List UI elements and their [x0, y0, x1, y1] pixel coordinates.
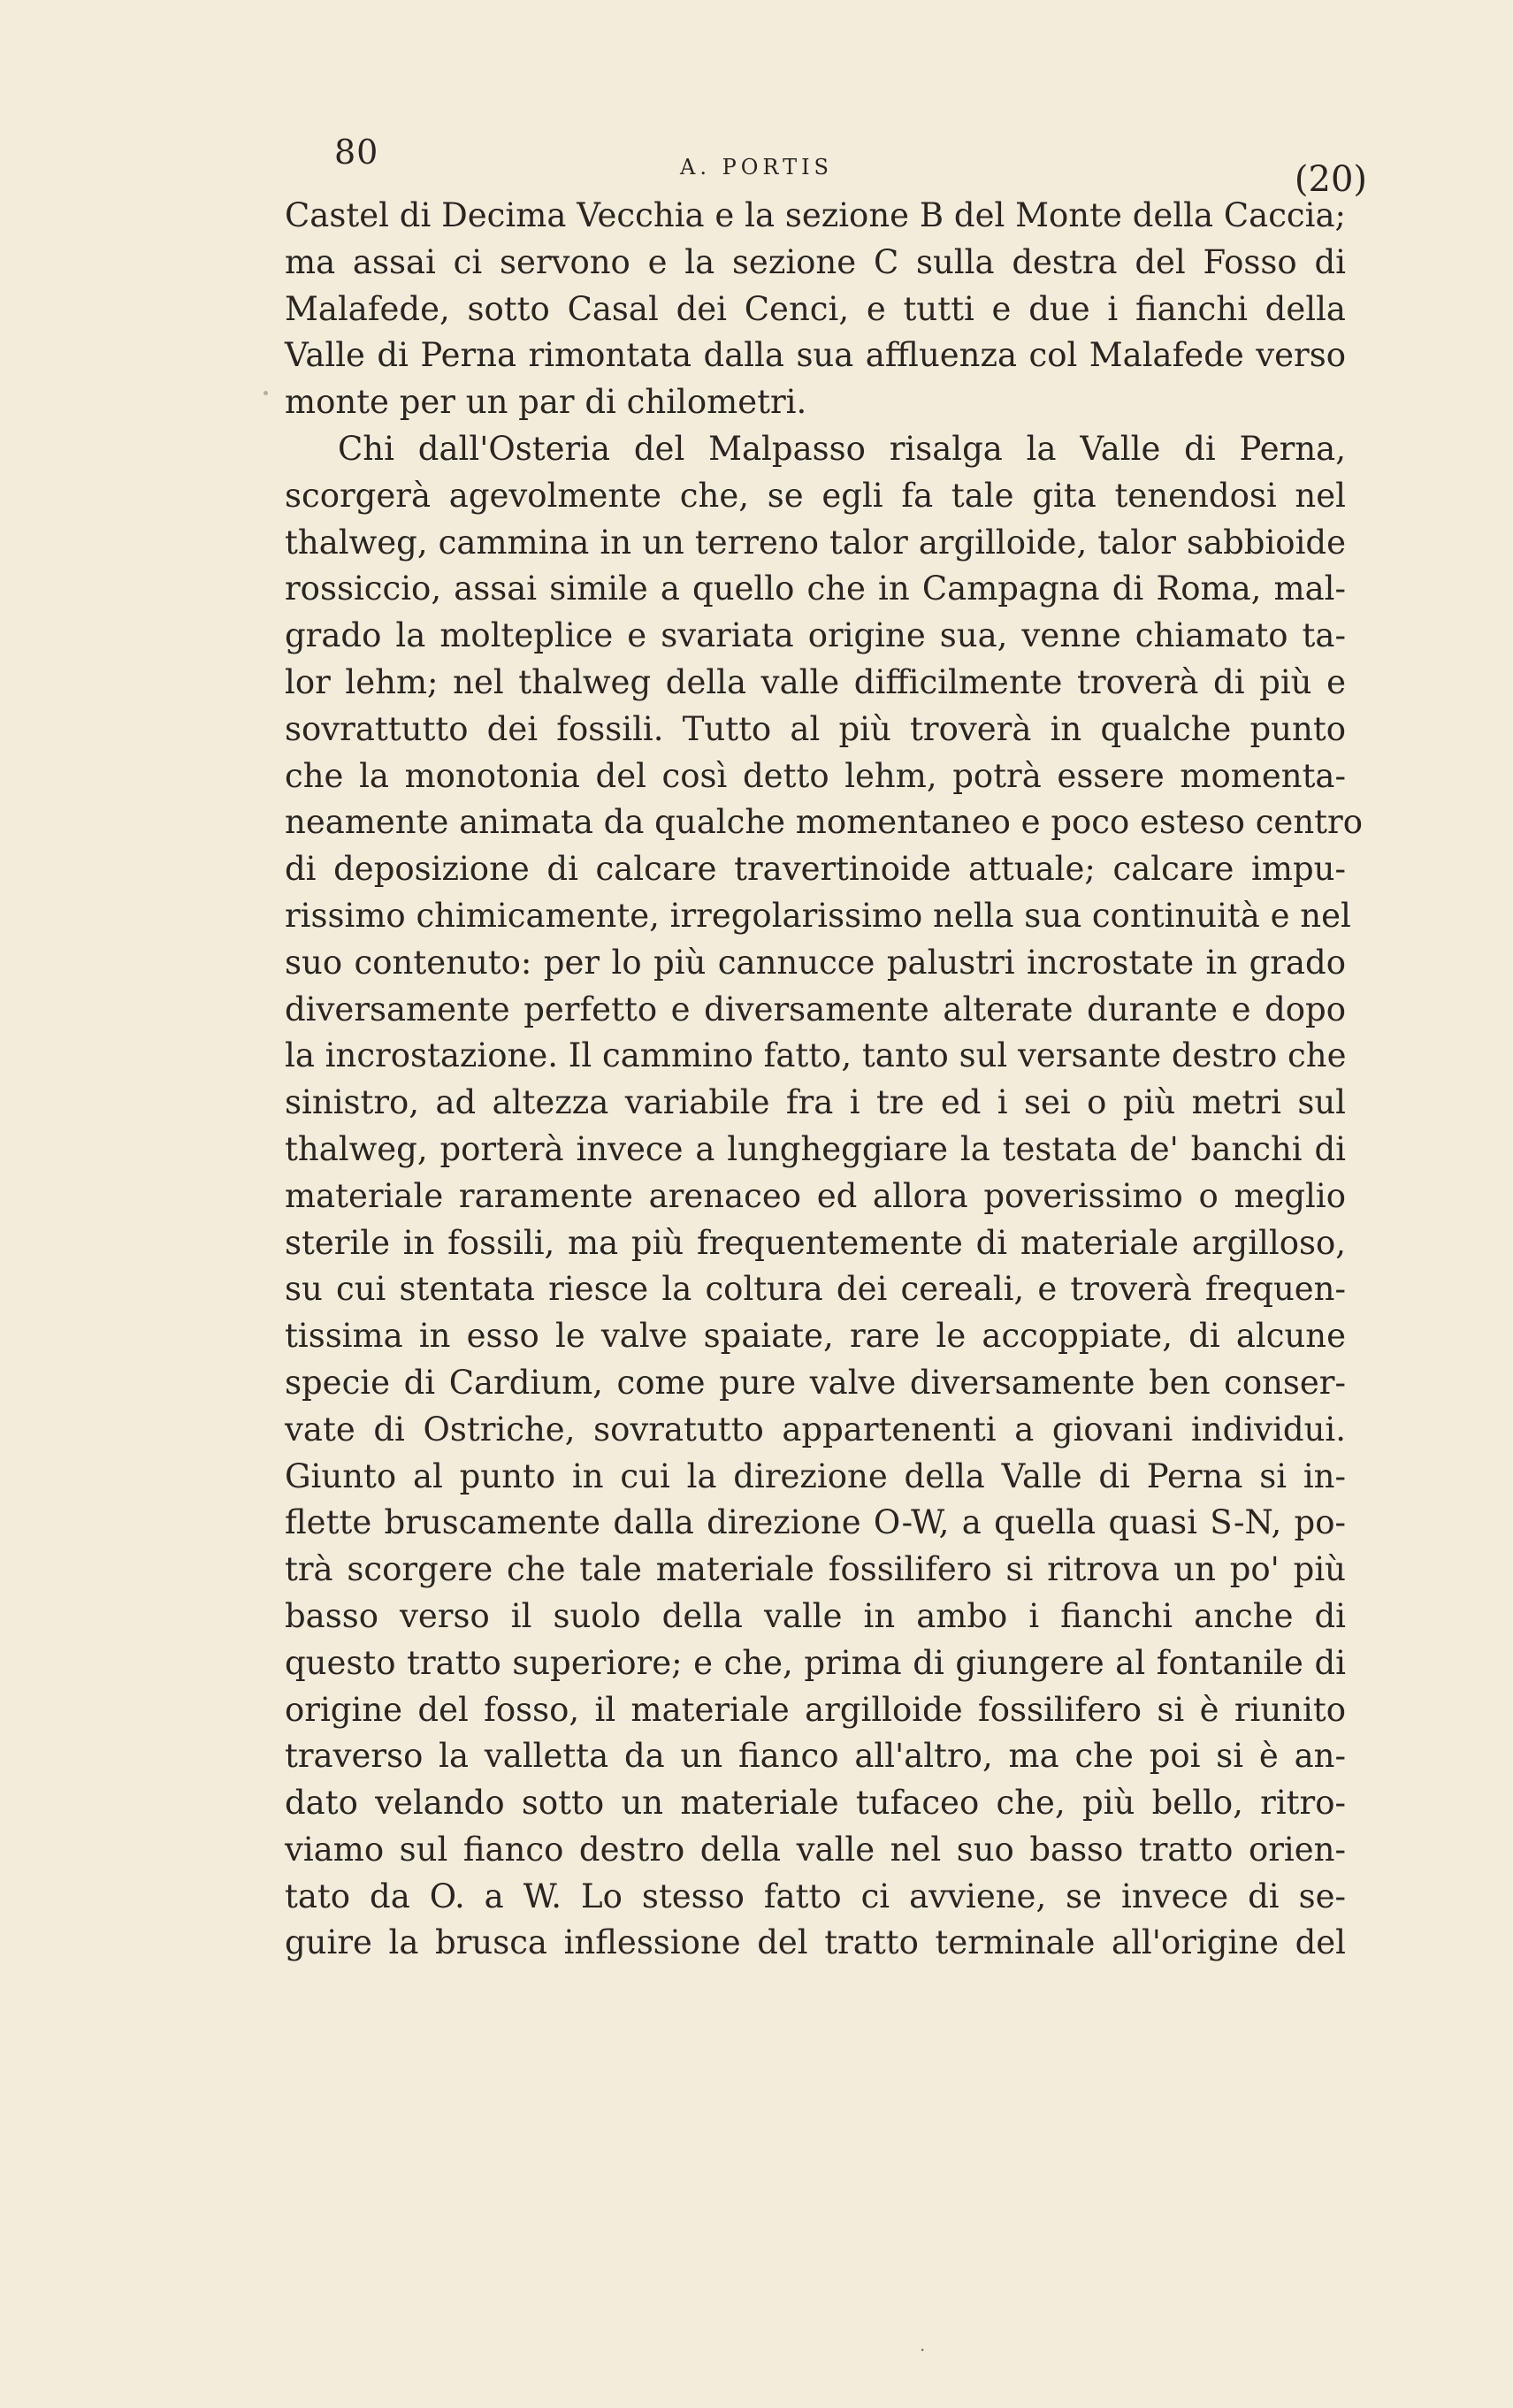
text-line: basso verso il suolo della valle in ambo i fianchi anche di: [285, 1596, 1346, 1635]
running-head: A. PORTIS: [680, 155, 833, 180]
text-line: viamo sul fianco destro della valle nel suo basso tratto orien-: [285, 1830, 1346, 1869]
text-line: rissimo chimicamente, irregolarissimo nella sua continuità e nel: [285, 896, 1351, 935]
footer-mark: ·: [920, 2339, 926, 2360]
text-line: dato velando sotto un materiale tufaceo che, più bello, ritro-: [285, 1784, 1346, 1823]
page-number: 80: [334, 133, 379, 172]
text-line: origine del fosso, il materiale argilloide fossilifero si è riunito: [285, 1690, 1346, 1729]
text-line: sterile in fossili, ma più frequentemente di materiale argilloso,: [285, 1223, 1346, 1262]
text-line: scorgerà agevolmente che, se egli fa tale gita tenendosi nel: [285, 476, 1346, 515]
text-line: Chi dall'Osteria del Malpasso risalga la Valle di Perna,: [338, 429, 1346, 468]
text-line: vate di Ostriche, sovratutto appartenenti a giovani individui.: [285, 1410, 1346, 1449]
text-line: su cui stentata riesce la coltura dei cereali, e troverà frequen-: [285, 1270, 1346, 1309]
text-line: sinistro, ad altezza variabile fra i tre ed i sei o più metri sul: [285, 1083, 1346, 1122]
text-line: sovrattutto dei fossili. Tutto al più troverà in qualche punto: [285, 709, 1346, 748]
text-line: trà scorgere che tale materiale fossilifero si ritrova un po' più: [285, 1550, 1346, 1589]
text-line: grado la molteplice e svariata origine sua, venne chiamato ta-: [285, 616, 1346, 655]
text-line: traverso la valletta da un fianco all'altro, ma che poi si è an-: [285, 1737, 1346, 1776]
text-line: thalweg, porterà invece a lungheggiare la testata de' banchi di: [285, 1129, 1346, 1168]
body-text: [285, 193, 1363, 1967]
text-line: che la monotonia del così detto lehm, potrà essere momenta-: [285, 756, 1346, 795]
section-number: (20): [1294, 159, 1367, 200]
text-line: diversamente perfetto e diversamente alterate durante e dopo: [285, 990, 1346, 1028]
text-line: tato da O. a W. Lo stesso fatto ci avviene, se invece di se-: [285, 1877, 1346, 1915]
text-line: Malafede, sotto Casal dei Cenci, e tutti e due i fianchi della: [285, 289, 1346, 328]
text-line: lor lehm; nel thalweg della valle difficilmente troverà di più e: [285, 662, 1346, 701]
text-line: flette bruscamente dalla direzione O-W, a quella quasi S-N, po-: [285, 1503, 1346, 1542]
text-line: ma assai ci servono e la sezione C sulla destra del Fosso di: [285, 242, 1346, 281]
text-line: materiale raramente arenaceo ed allora poverissimo o meglio: [285, 1176, 1346, 1215]
text-line: suo contenuto: per lo più cannucce palustri incrostate in grado: [285, 943, 1346, 982]
text-line: rossiccio, assai simile a quello che in Campagna di Roma, mal-: [285, 570, 1346, 608]
text-line: monte per un par di chilometri.: [285, 383, 807, 422]
text-line: questo tratto superiore; e che, prima di giungere al fontanile di: [285, 1643, 1346, 1682]
text-line: di deposizione di calcare travertinoide attuale; calcare impu-: [285, 850, 1346, 889]
text-line: guire la brusca inflessione del tratto terminale all'origine del: [285, 1923, 1346, 1962]
text-line: Valle di Perna rimontata dalla sua affluenza col Malafede verso: [285, 336, 1346, 375]
paper-speck: [264, 391, 268, 395]
text-line: la incrostazione. Il cammino fatto, tanto sul versante destro che: [285, 1036, 1347, 1075]
text-line: thalweg, cammina in un terreno talor argilloide, talor sabbioide: [285, 523, 1346, 562]
text-line: neamente animata da qualche momentaneo e poco esteso centro: [285, 803, 1363, 842]
text-line: Giunto al punto in cui la direzione della Valle di Perna si in-: [285, 1456, 1346, 1495]
text-line: specie di Cardium, come pure valve diversamente ben conser-: [285, 1363, 1346, 1402]
text-line: tissima in esso le valve spaiate, rare le accoppiate, di alcune: [285, 1317, 1346, 1356]
text-line: Castel di Decima Vecchia e la sezione B del Monte della Caccia;: [285, 196, 1346, 234]
